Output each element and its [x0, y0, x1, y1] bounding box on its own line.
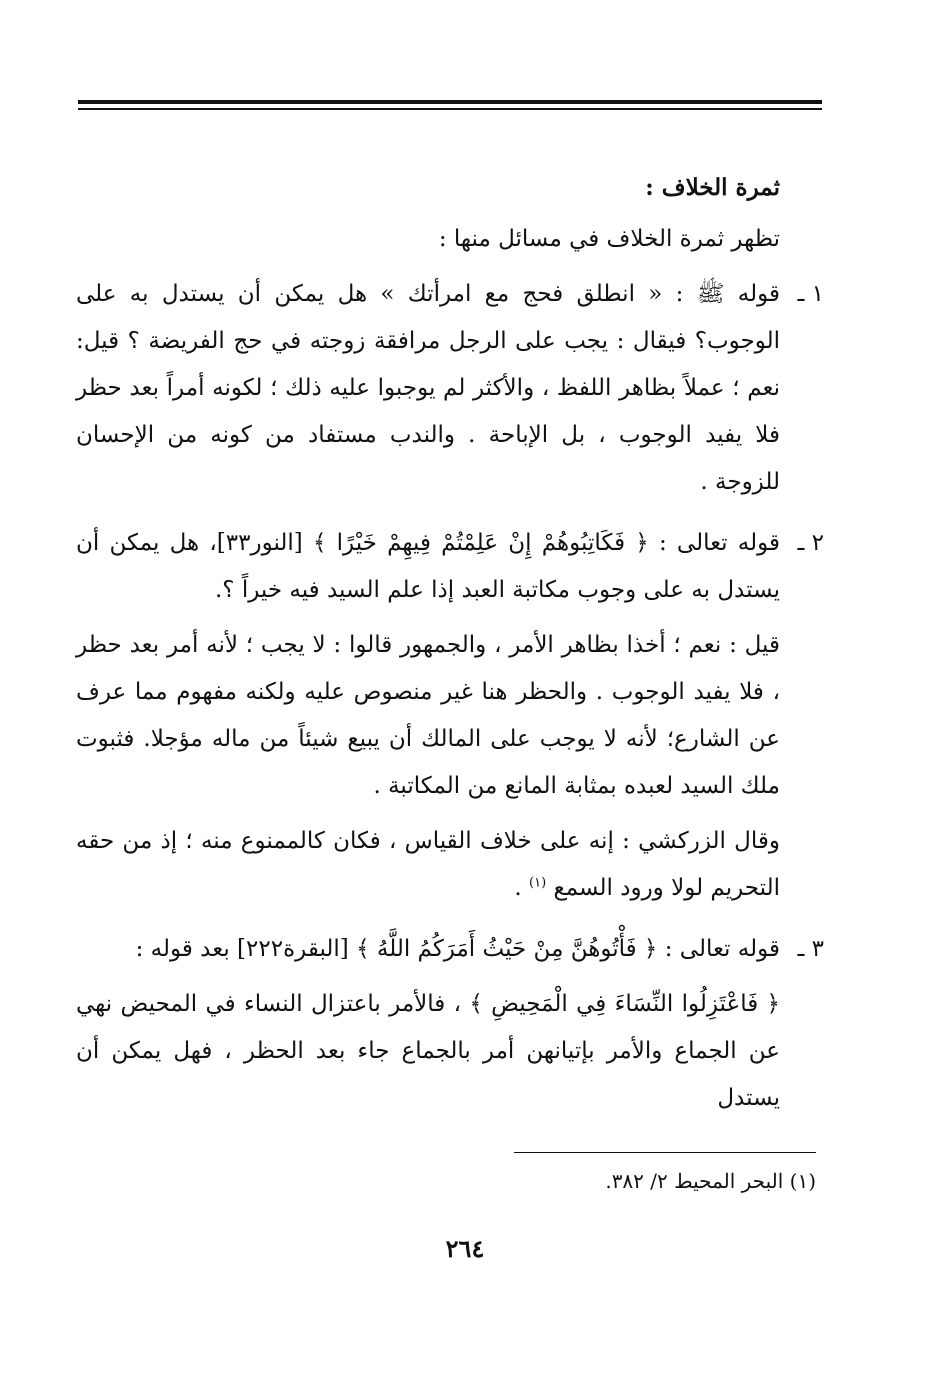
page-body [76, 166, 824, 1122]
footnote-separator [514, 1152, 816, 1153]
item-number: ١ ـ [797, 281, 824, 307]
item-paragraph: قيل : نعم ؛ أخذا بظاهر الأمر ، والجمهور قالوا : لا يجب ؛ لأنه أمر بعد حظر ، فلا يفيد الوجوب . والحظر هنا غير منصوص عليه ولكنه مفهوم مما عرف عن الشارع؛ لأنه لا يوجب على المالك أن يبيع شيئاً من ماله مؤجلا. فثبوت ملك السيد لعبده بمثابة المانع من المكاتبة . [76, 632, 780, 799]
item-paragraph: ﴿ فَاعْتَزِلُوا النِّسَاءَ فِي الْمَحِيضِ ﴾ ، فالأمر باعتزال النساء في المحيض نهي عن الجماع والأمر بإتيانهن أمر بالجماع جاء بعد الحظر ، فهل يمكن أن يستدل [76, 991, 780, 1111]
section-heading: ثمرة الخلاف : [645, 174, 780, 201]
footnote-reference[interactable]: (١) [529, 875, 547, 891]
header-rule-thin [78, 108, 822, 110]
item-paragraph: قوله تعالى : ﴿ فَكَاتِبُوهُمْ إِنْ عَلِمْتُمْ فِيهِمْ خَيْرًا ﴾ [النور٣٣]، هل يمكن أن يستدل به على وجوب مكاتبة العبد إذا علم السيد فيه خيراً ؟. [76, 530, 780, 603]
item-number: ٢ ـ [797, 530, 824, 556]
item-paragraph: قوله ﷺ : « انطلق فحج مع امرأتك » هل يمكن أن يستدل به على الوجوب؟ فيقال : يجب على الرجل مرافقة زوجته في حج الفريضة ؟ قيل: نعم ؛ عملاً بظاهر اللفظ ، والأكثر لم يوجبوا عليه ذلك ؛ لكونه أمراً بعد حظر فلا يفيد الوجوب ، بل الإباحة . والندب مستفاد من كونه من الإحسان للزوجة . [76, 281, 780, 495]
page-number: ٢٦٤ [445, 1234, 485, 1263]
item-paragraph: قوله تعالى : ﴿ فَأْتُوهُنَّ مِنْ حَيْثُ أَمَرَكُمُ اللَّهُ ﴾ [البقرة٢٢٢] بعد قوله : [135, 936, 780, 962]
list-item [76, 926, 824, 1122]
intro-paragraph: تظهر ثمرة الخلاف في مسائل منها : [438, 226, 780, 252]
list-item [76, 271, 824, 506]
item-paragraph-text: وقال الزركشي : إنه على خلاف القياس ، فكان كالممنوع منه ؛ إذ من حقه التحريم لولا ورود السمع [76, 828, 780, 901]
header-rule-thick [78, 100, 822, 104]
footnote: (١) البحر المحيط ٢/ ٣٨٢. [605, 1169, 816, 1193]
sentence-end: . [514, 875, 522, 901]
list-item [76, 520, 824, 912]
item-paragraph-with-footnote [76, 818, 780, 912]
item-number: ٣ ـ [797, 936, 824, 962]
